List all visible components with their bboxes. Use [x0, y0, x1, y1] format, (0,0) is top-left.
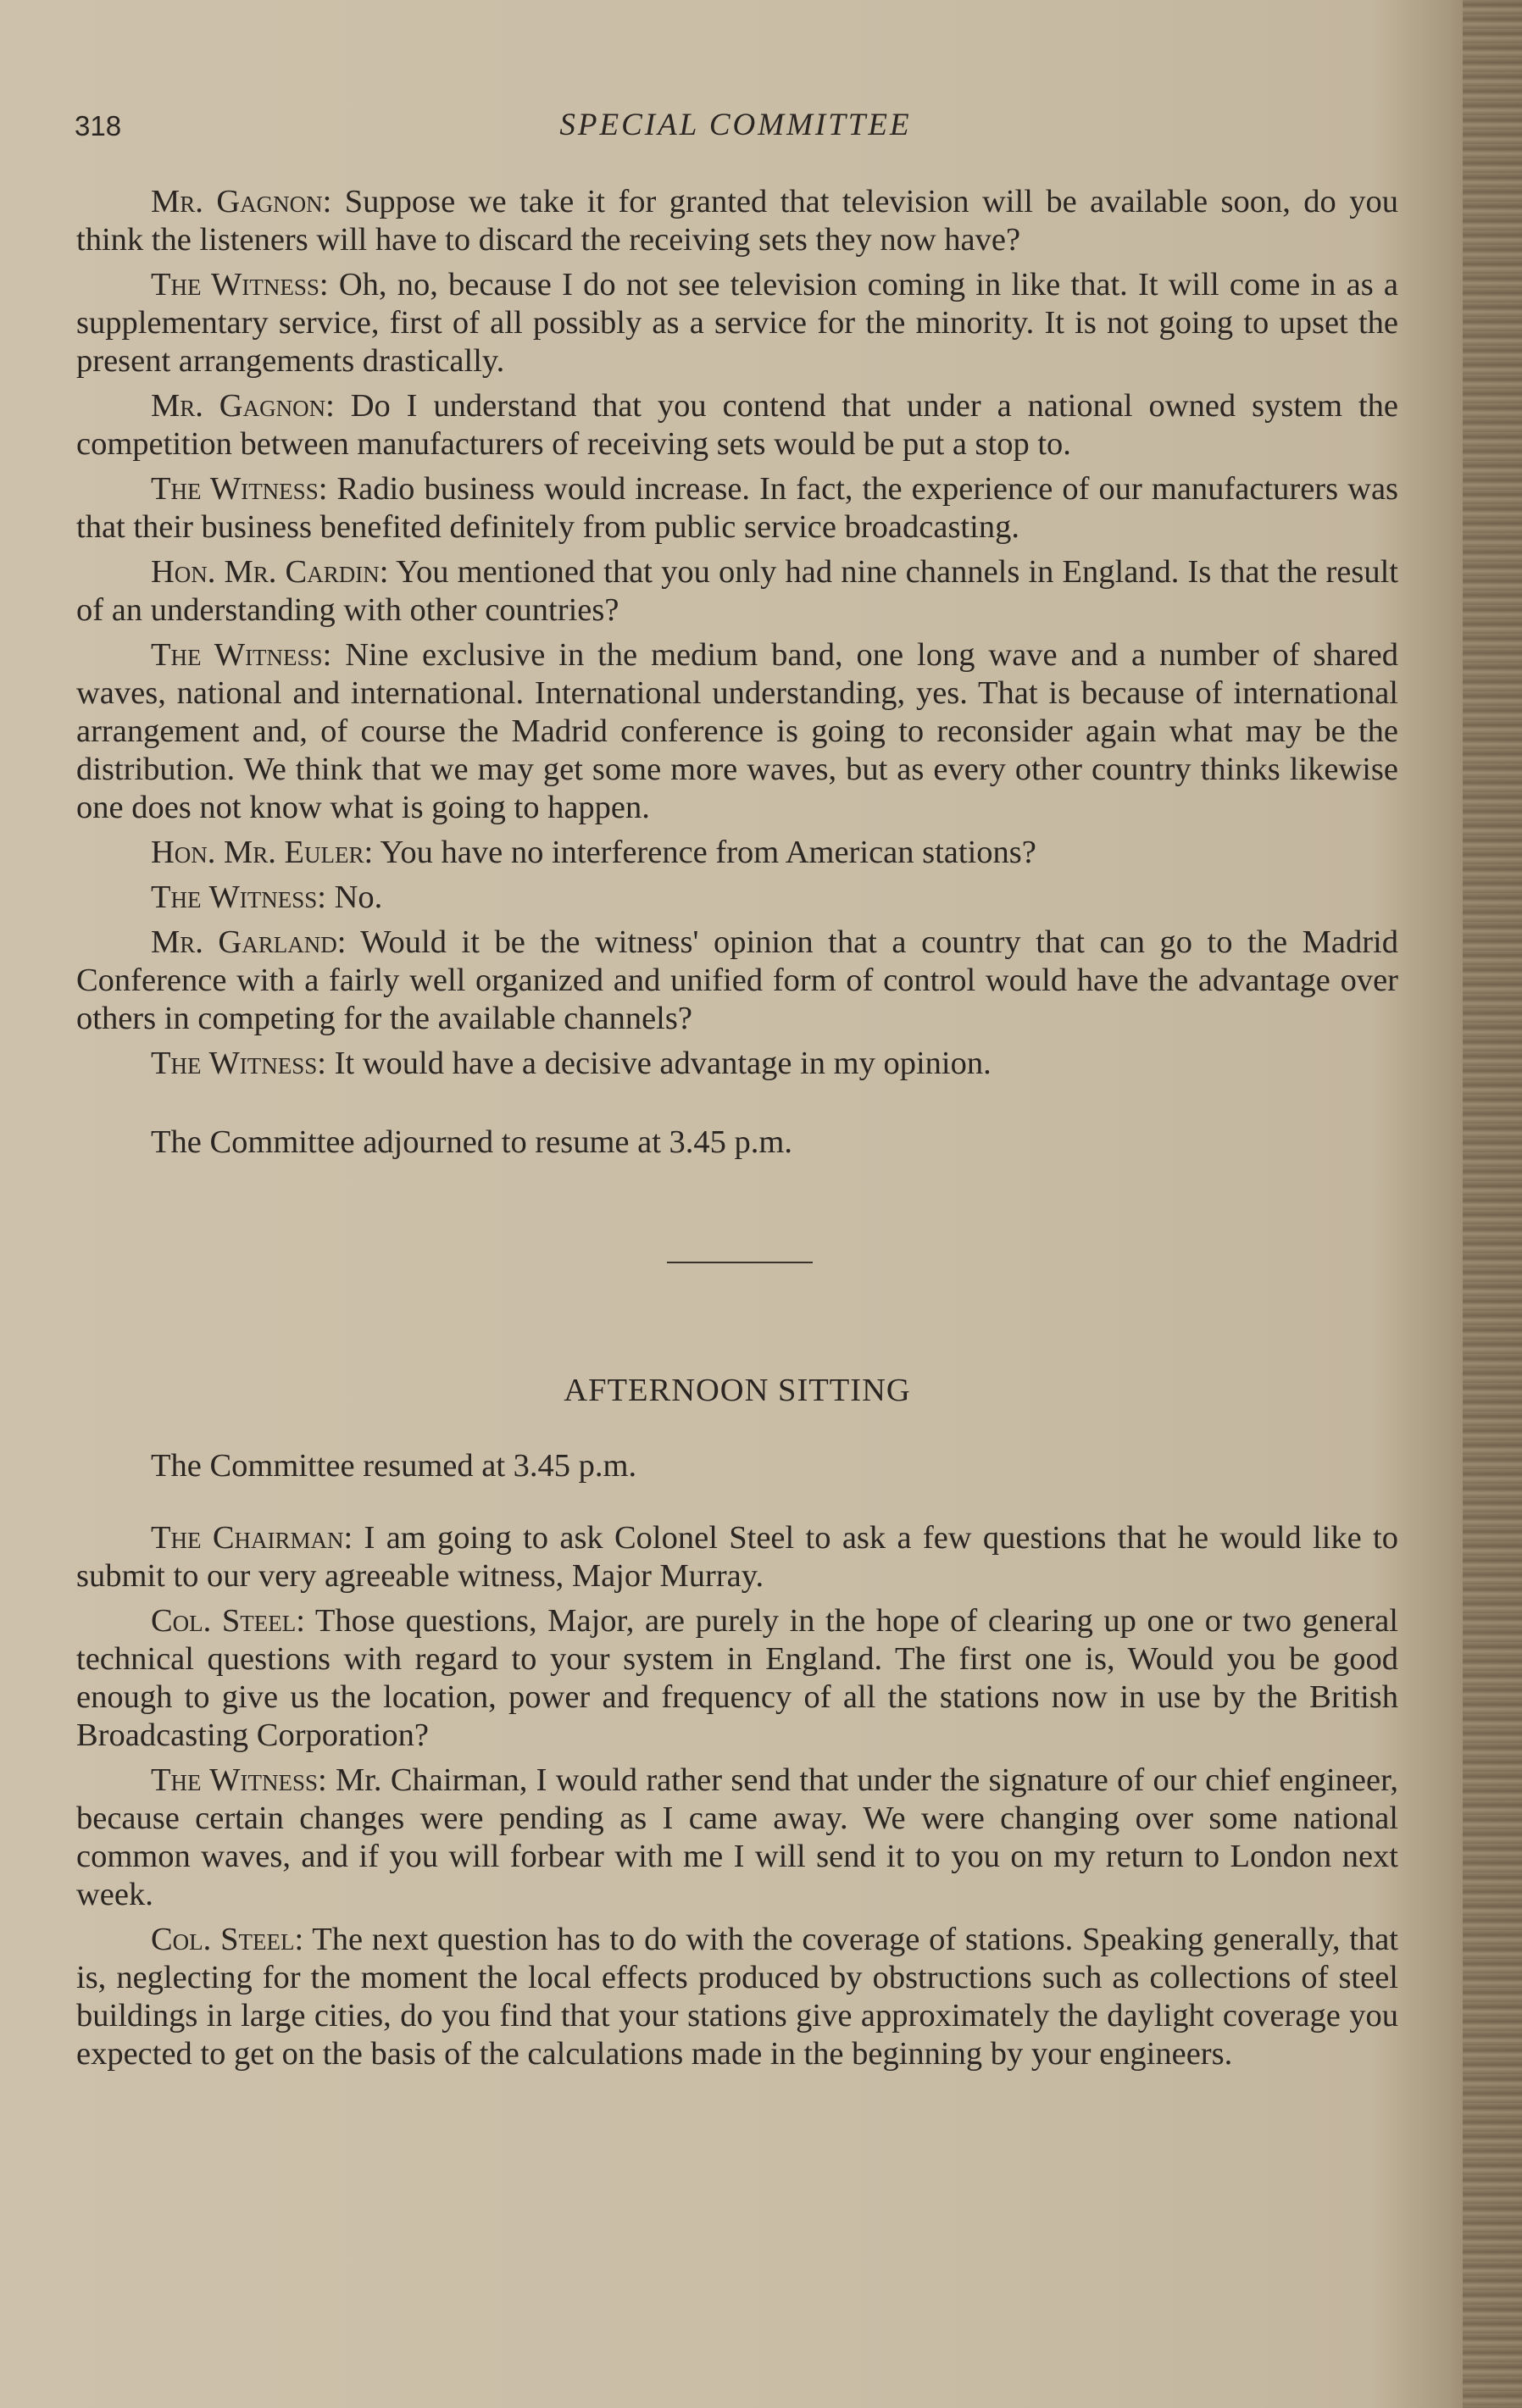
- paragraph-text: You mentioned that you only had nine channels in England. Is that the result of an understanding with other countries?: [76, 554, 1398, 628]
- paragraph: [76, 834, 1398, 872]
- page-body: [76, 183, 1398, 2080]
- speaker: Col. Steel:: [151, 1603, 305, 1639]
- paragraph: [76, 1762, 1398, 1914]
- page-edge: [1463, 0, 1522, 2408]
- paragraph: [76, 924, 1398, 1038]
- paragraph: [76, 1921, 1398, 2073]
- speaker: The Witness:: [151, 879, 326, 915]
- resumption-note: The Committee resumed at 3.45 p.m.: [151, 1448, 637, 1484]
- paragraph: [76, 1045, 1398, 1083]
- speaker: Mr. Gagnon:: [151, 184, 332, 219]
- paragraph-text: The next question has to do with the coverage of stations. Speaking generally, that is, neglecting for the moment the local effects produced by obstructions such as collections of steel buildings in large cities, do you find that your stations give approximately the daylight coverage you expected to get on the basis of the calculations made in the beginning by your engineers.: [76, 1922, 1399, 2072]
- paragraph: [76, 470, 1398, 547]
- speaker: The Witness:: [151, 471, 328, 507]
- paragraph-text: Mr. Chairman, I would rather send that under the signature of our chief engineer, because certain changes were pending as I came away. We were changing over some national common waves, and if you will forbear with me I will send it to you on my return to London next week.: [76, 1762, 1399, 1912]
- speaker: The Witness:: [151, 1762, 327, 1798]
- running-head: SPECIAL COMMITTEE: [559, 108, 912, 142]
- paragraph-text: I am going to ask Colonel Steel to ask a few questions that he would like to submit to our very agreeable witness, Major Murray.: [76, 1520, 1398, 1594]
- paragraph-text: Would it be the witness' opinion that a country that can go to the Madrid Conference with a fairly well organized and unified form of control would have the advantage over others in competing for the available channels?: [76, 924, 1398, 1036]
- speaker: Mr. Garland:: [151, 924, 347, 960]
- paragraph-text: Those questions, Major, are purely in the hope of clearing up one or two general technical questions with regard to your system in England. The first one is, Would you be good enough to give us the location, power and frequency of all the stations now in use by the British Broadcasting Corporation?: [76, 1603, 1399, 1753]
- paragraph: [76, 183, 1398, 259]
- paragraph: [76, 553, 1398, 630]
- speaker: The Witness:: [151, 637, 332, 673]
- paragraph: [76, 1602, 1398, 1755]
- paragraph: [76, 1519, 1398, 1595]
- paragraph-text: Do I understand that you contend that under a national owned system the competition between manufacturers of receiving sets would be put a stop to.: [76, 388, 1398, 462]
- paragraph-text: It would have a decisive advantage in my opinion.: [334, 1046, 992, 1081]
- paragraph-text: Radio business would increase. In fact, the experience of our manufacturers was that their business benefited definitely from public service broadcasting.: [76, 471, 1399, 545]
- speaker: Hon. Mr. Cardin:: [151, 554, 389, 590]
- paragraph: [76, 879, 1398, 917]
- paragraph-text: Nine exclusive in the medium band, one long wave and a number of shared waves, national and international. International understanding, yes. That is because of international arrangement and, of course the Madrid conference is going to reconsider again what may be the distribution. We think that we may get some more waves, but as every other country thinks likewise one does not know what is going to happen.: [76, 637, 1399, 825]
- section-divider: [667, 1262, 813, 1263]
- paragraph-text: Suppose we take it for granted that television will be available soon, do you think the listeners will have to discard the receiving sets they now have?: [76, 184, 1399, 258]
- speaker: The Witness:: [151, 1046, 326, 1081]
- paragraph-text: No.: [334, 879, 383, 915]
- speaker: Mr. Gagnon:: [151, 388, 335, 424]
- speaker: The Witness:: [151, 267, 329, 302]
- speaker: Col. Steel:: [151, 1922, 304, 1957]
- adjournment-note: The Committee adjourned to resume at 3.45 p.m.: [151, 1124, 792, 1160]
- paragraph: [76, 266, 1398, 380]
- section-heading: AFTERNOON SITTING: [564, 1373, 911, 1408]
- paragraph-text: Oh, no, because I do not see television coming in like that. It will come in as a supplementary service, first of all possibly as a service for the minority. It is not going to upset the present arrangements drastically.: [76, 267, 1399, 379]
- page-header: [75, 107, 1397, 149]
- paragraph: [76, 387, 1398, 463]
- paragraph-text: You have no interference from American stations?: [380, 835, 1036, 870]
- paragraph: [76, 636, 1398, 827]
- page-number: 318: [75, 110, 122, 141]
- speaker: The Chairman:: [151, 1520, 353, 1556]
- speaker: Hon. Mr. Euler:: [151, 835, 374, 870]
